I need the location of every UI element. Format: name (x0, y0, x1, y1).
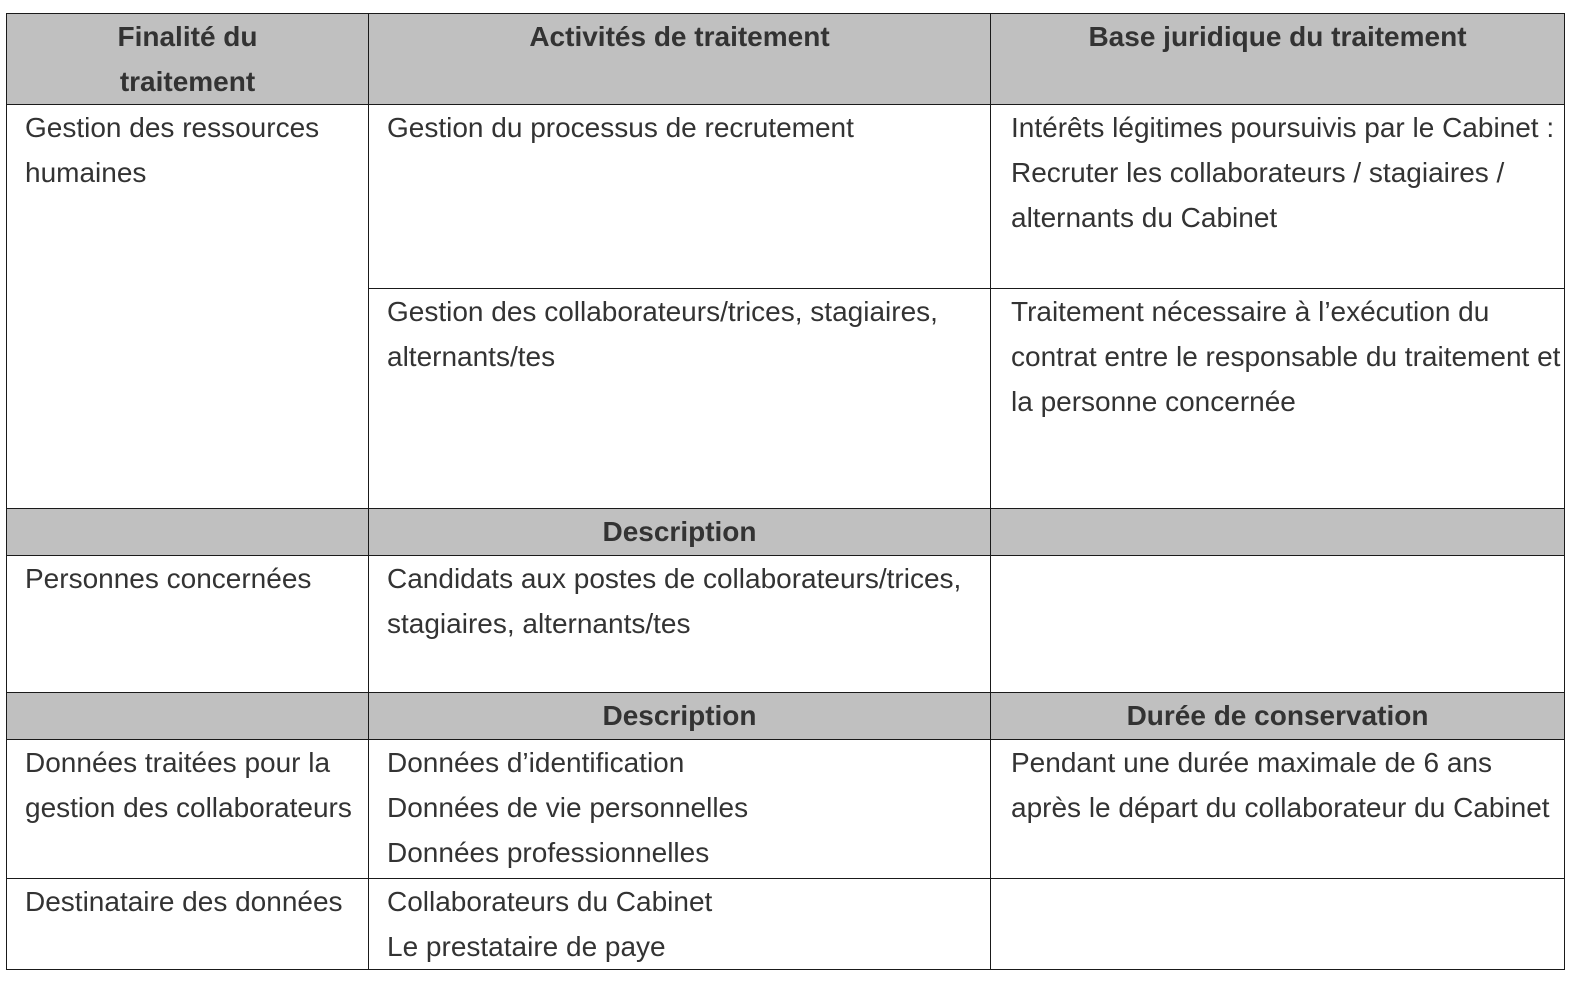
table-row (7, 740, 1565, 879)
section-header-description: Description (369, 693, 991, 740)
header-activites: Activités de traitement (369, 14, 991, 105)
section-header-empty (7, 509, 369, 556)
header-base-juridique: Base juridique du traitement (991, 14, 1565, 105)
section-header-empty (7, 693, 369, 740)
processing-register-table (6, 13, 1565, 970)
personnes-description-cell: Candidats aux postes de collaborateurs/trices, stagiaires, alternants/tes (369, 556, 991, 693)
header-finalite: Finalité du traitement (7, 14, 369, 105)
activite-cell: Gestion des collaborateurs/trices, stagiaires, alternants/tes (369, 289, 991, 509)
section-header-row (7, 509, 1565, 556)
empty-cell (991, 556, 1565, 693)
table-row (7, 556, 1565, 693)
base-juridique-cell: Traitement nécessaire à l’exécution du contrat entre le responsable du traitement et la personne concernée (991, 289, 1565, 509)
donnees-duree-cell: Pendant une durée maximale de 6 ans après le départ du collaborateur du Cabinet (991, 740, 1565, 879)
section-header-description: Description (369, 509, 991, 556)
donnees-label-cell: Données traitées pour la gestion des collaborateurs (7, 740, 369, 879)
section-header-empty (991, 509, 1565, 556)
destinataire-label-cell: Destinataire des données (7, 879, 369, 970)
personnes-label-cell: Personnes concernées (7, 556, 369, 693)
table-row (7, 105, 1565, 289)
base-juridique-cell: Intérêts légitimes poursuivis par le Cabinet : Recruter les collaborateurs / stagiaires / alternants du Cabinet (991, 105, 1565, 289)
section-header-row (7, 693, 1565, 740)
finalite-cell: Gestion des ressources humaines (7, 105, 369, 509)
section-header-duree: Durée de conservation (991, 693, 1565, 740)
table-row (7, 879, 1565, 970)
destinataire-description-cell: Collaborateurs du Cabinet Le prestataire de paye (369, 879, 991, 970)
table-header-row (7, 14, 1565, 105)
donnees-description-cell: Données d’identification Données de vie personnelles Données professionnelles (369, 740, 991, 879)
activite-cell: Gestion du processus de recrutement (369, 105, 991, 289)
empty-cell (991, 879, 1565, 970)
